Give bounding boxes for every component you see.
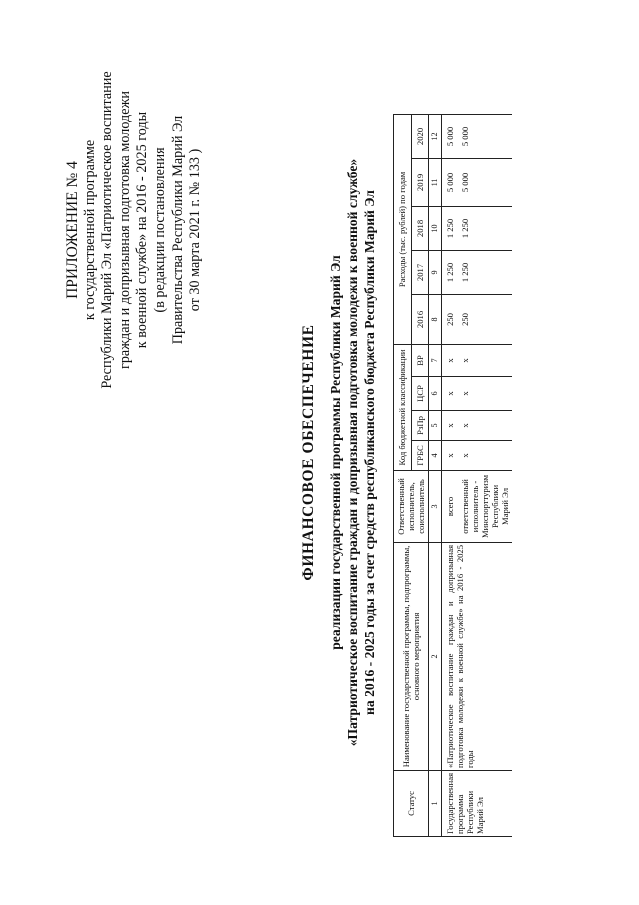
subtitle-line: «Патриотическое воспитание граждан и допризывная подготовка молодежи к военной службе» xyxy=(345,158,360,747)
appendix-line: Республики Марий Эл «Патриотическое воспитание xyxy=(99,71,116,389)
row-value: 5 000 xyxy=(457,114,512,158)
column-number: 11 xyxy=(429,158,442,206)
header-year: 2020 xyxy=(411,114,429,158)
header-year: 2016 xyxy=(411,294,429,344)
appendix-line: Правительства Республики Марий Эл xyxy=(169,115,186,345)
row-vr: х xyxy=(442,344,458,376)
column-number: 12 xyxy=(429,114,442,158)
row-value: 5 000 xyxy=(442,158,458,206)
row-grbs: х xyxy=(442,440,458,470)
header-year: 2018 xyxy=(411,206,429,250)
table-row xyxy=(442,114,458,836)
column-number: 10 xyxy=(429,206,442,250)
row-vr: х xyxy=(457,344,512,376)
subtitle-line: на 2016 - 2025 годы за счет средств республиканского бюджета Республики Марий Эл xyxy=(362,190,377,715)
column-number: 9 xyxy=(429,250,442,294)
row-value: 1 250 xyxy=(457,250,512,294)
row-value: 5 000 xyxy=(457,158,512,206)
header-expenses: Расходы (тыс. рублей) по годам xyxy=(394,114,412,344)
column-number: 8 xyxy=(429,294,442,344)
row-rzpr: х xyxy=(442,410,458,440)
row-csr: х xyxy=(442,376,458,410)
row-value: 250 xyxy=(442,294,458,344)
appendix-line: (в редакции постановления xyxy=(151,147,168,313)
column-number: 4 xyxy=(429,440,442,470)
row-value: 5 000 xyxy=(442,114,458,158)
header-executor: Ответственный исполнитель, соисполнитель xyxy=(394,470,429,542)
column-number: 7 xyxy=(429,344,442,376)
column-number-row xyxy=(429,114,442,836)
header-name: Наименование государственной программы, подпрограммы, основного мероприятия xyxy=(394,542,429,770)
appendix-line: к государственной программе xyxy=(81,139,98,321)
header-year: 2019 xyxy=(411,158,429,206)
header-budget-code: Код бюджетной классификации xyxy=(394,344,412,470)
document-subtitle xyxy=(327,0,378,905)
row-executor: ответственный исполнитель - Минспорттуризм Республики Марий Эл xyxy=(457,470,512,542)
row-rzpr: х xyxy=(457,410,512,440)
row-executor: всего xyxy=(442,470,458,542)
appendix-note xyxy=(64,65,205,395)
column-number: 5 xyxy=(429,410,442,440)
row-value: 250 xyxy=(457,294,512,344)
header-row xyxy=(394,114,412,836)
header-status: Статус xyxy=(394,770,429,836)
header-csr: ЦСР xyxy=(411,376,429,410)
row-csr: х xyxy=(457,376,512,410)
column-number: 2 xyxy=(429,542,442,770)
row-status: Государственная программа Республики Марий Эл xyxy=(442,770,513,836)
row-value: 1 250 xyxy=(442,206,458,250)
header-year: 2017 xyxy=(411,250,429,294)
column-number: 3 xyxy=(429,470,442,542)
appendix-line: к военной службе» на 2016 - 2025 годы xyxy=(134,111,151,349)
header-rzpr: РзПр xyxy=(411,410,429,440)
row-grbs: х xyxy=(457,440,512,470)
row-value: 1 250 xyxy=(442,250,458,294)
column-number: 6 xyxy=(429,376,442,410)
row-value: 1 250 xyxy=(457,206,512,250)
header-vr: ВР xyxy=(411,344,429,376)
column-number: 1 xyxy=(429,770,442,836)
subtitle-line: реализации государственной программы Республики Марий Эл xyxy=(328,255,343,650)
header-grbs: ГРБС xyxy=(411,440,429,470)
appendix-title: ПРИЛОЖЕНИЕ № 4 xyxy=(64,161,81,299)
appendix-line: от 30 марта 2021 г. № 133 ) xyxy=(187,148,204,312)
document-title: ФИНАНСОВОЕ ОБЕСПЕЧЕНИЕ xyxy=(300,324,317,581)
row-name: «Патриотическое воспитание граждан и допризывная подготовка молодежи к военной службе» на 2016 - 2025 годы xyxy=(442,542,513,770)
appendix-line: граждан и допризывная подготовка молодежи xyxy=(116,91,133,369)
financing-table xyxy=(393,114,512,837)
